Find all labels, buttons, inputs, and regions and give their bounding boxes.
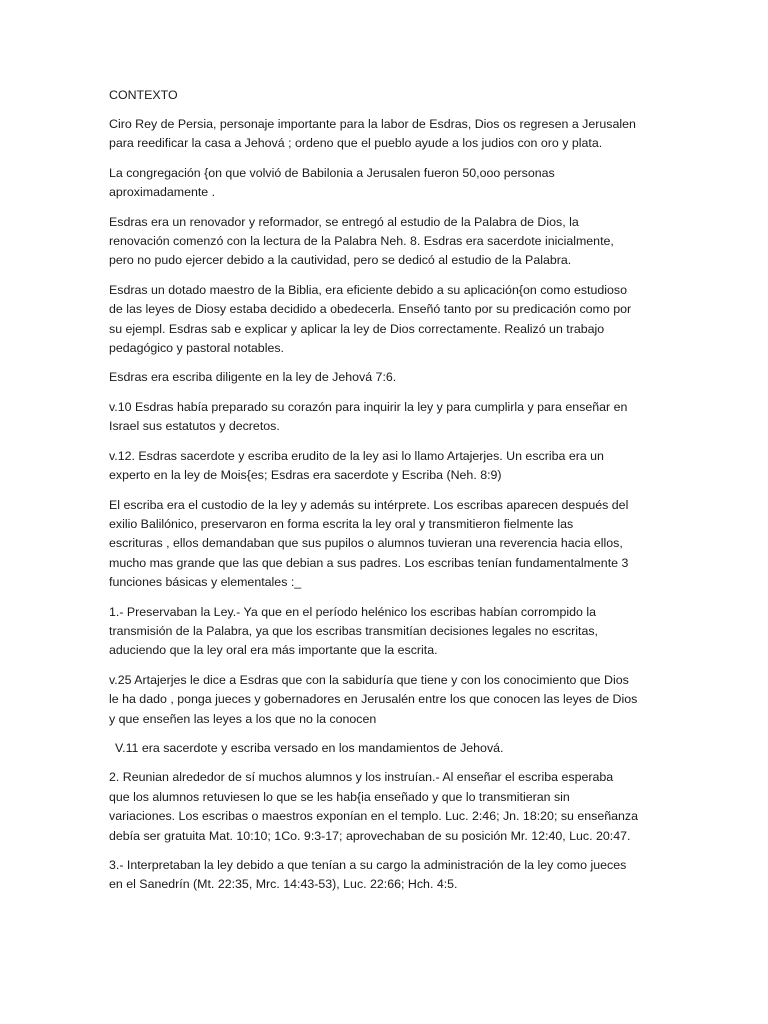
paragraph	[109, 281, 668, 359]
paragraph-line: de las leyes de Diosy estaba decidido a obedecerla. Enseñó tanto por su predicación como por	[109, 302, 632, 317]
paragraph	[109, 671, 668, 729]
paragraph-line: renovación comenzó con la lectura de la Palabra Neh. 8. Esdras era sacerdote inicialmente,	[109, 234, 614, 249]
paragraph	[109, 115, 668, 154]
paragraph-line: 1.- Preservaban la Ley.- Ya que en el período helénico los escribas habían corrompido la	[109, 604, 596, 619]
paragraph-line: Israel sus estatutos y decretos.	[109, 419, 280, 434]
document-heading: CONTEXTO	[109, 88, 178, 102]
paragraph-line: aduciendo que la ley oral era más importante que la escrita.	[109, 643, 438, 658]
paragraph	[109, 603, 668, 661]
paragraph	[109, 496, 668, 593]
paragraph-line: Esdras un dotado maestro de la Biblia, era eficiente debido a su aplicación{on como estudioso	[109, 282, 627, 297]
paragraph-line: Ciro Rey de Persia, personaje importante para la labor de Esdras, Dios os regresen a Jerusalen	[109, 117, 636, 131]
paragraph	[109, 739, 668, 758]
paragraph-line: escrituras , ellos demandaban que sus pupilos o alumnos tuvieran una reverencia hacia ellos,	[109, 536, 623, 551]
paragraph-line: v.25 Artajerjes le dice a Esdras que con la sabiduría que tiene y con los conocimiento que Dios	[109, 672, 629, 687]
paragraph-line: y que enseñen las leyes a los que no la conocen	[109, 711, 377, 726]
paragraph-line: Esdras era un renovador y reformador, se entregó al estudio de la Palabra de Dios, la	[109, 214, 579, 229]
paragraph-line: variaciones. Los escribas o maestros exponían en el templo. Luc. 2:46; Jn. 18:20; su enseñanza	[109, 809, 638, 824]
paragraph-line: V.11 era sacerdote y escriba versado en los mandamientos de Jehová.	[115, 740, 504, 755]
paragraph-line: exilio Balilónico, preservaron en forma escrita la ley oral y transmitieron fielmente las	[109, 516, 574, 531]
paragraph	[109, 398, 668, 437]
paragraph-line: v.12. Esdras sacerdote y escriba erudito de la ley asi lo llamo Artajerjes. Un escriba era un	[109, 448, 604, 463]
paragraph-line: funciones básicas y elementales :_	[109, 575, 302, 590]
paragraph-line: aproximadamente .	[109, 185, 216, 200]
paragraph	[109, 768, 668, 846]
paragraph-line: pero no pudo ejercer debido a la cautividad, pero se dedicó al estudio de la Palabra.	[109, 253, 572, 268]
paragraph	[109, 213, 668, 271]
paragraph-line: para reedificar la casa a Jehová ; ordeno que el pueblo ayude a los judios con oro y plata.	[109, 136, 603, 151]
paragraph-line: en el Sanedrín (Mt. 22:35, Mrc. 14:43-53), Luc. 22:66; Hch. 4:5.	[109, 877, 458, 892]
paragraph-line: v.10 Esdras había preparado su corazón para inquirir la ley y para cumplirla y para enseñar en	[109, 399, 628, 414]
paragraph	[109, 856, 668, 895]
paragraph-line: le ha dado , ponga jueces y gobernadores en Jerusalén entre los que conocen las leyes de Dios	[109, 692, 638, 707]
paragraph-line: que los alumnos retuviesen lo que se les hab{ia enseñado y que lo transmitieran sin	[109, 789, 570, 804]
paragraph-line: su ejempl. Esdras sab e explicar y aplicar la ley de Dios correctamente. Realizó un trabajo	[109, 321, 605, 336]
paragraph-line: Esdras era escriba diligente en la ley de Jehová 7:6.	[109, 370, 397, 385]
paragraph-line: debía ser gratuita Mat. 10:10; 1Co. 9:3-17; aprovechaban de su posición Mr. 12:40, Luc. 20:47.	[109, 828, 631, 843]
paragraph-line: 3.- Interpretaban la ley debido a que tenían a su cargo la administración de la ley como jueces	[109, 858, 627, 872]
paragraph	[109, 164, 668, 203]
paragraph-line: El escriba era el custodio de la ley y además su intérprete. Los escribas aparecen después del	[109, 497, 629, 512]
paragraph-line: La congregación {on que volvió de Babilonia a Jerusalen fueron 50,ooo personas	[109, 165, 555, 180]
paragraph	[109, 447, 668, 486]
paragraph-line: transmisión de la Palabra, ya que los escribas transmitían decisiones legales no escritas,	[109, 623, 598, 638]
paragraph-line: 2. Reunian alrededor de sí muchos alumnos y los instruían.- Al enseñar el escriba esperaba	[109, 770, 614, 785]
document-body	[109, 115, 668, 895]
paragraph	[109, 368, 668, 387]
paragraph-line: experto en la ley de Mois{es; Esdras era sacerdote y Escriba (Neh. 8:9)	[109, 468, 502, 483]
paragraph-line: mucho mas grande que las que debian a sus padres. Los escribas tenían fundamentalmente 3	[109, 555, 629, 570]
paragraph-line: pedagógico y pastoral notables.	[109, 341, 284, 356]
